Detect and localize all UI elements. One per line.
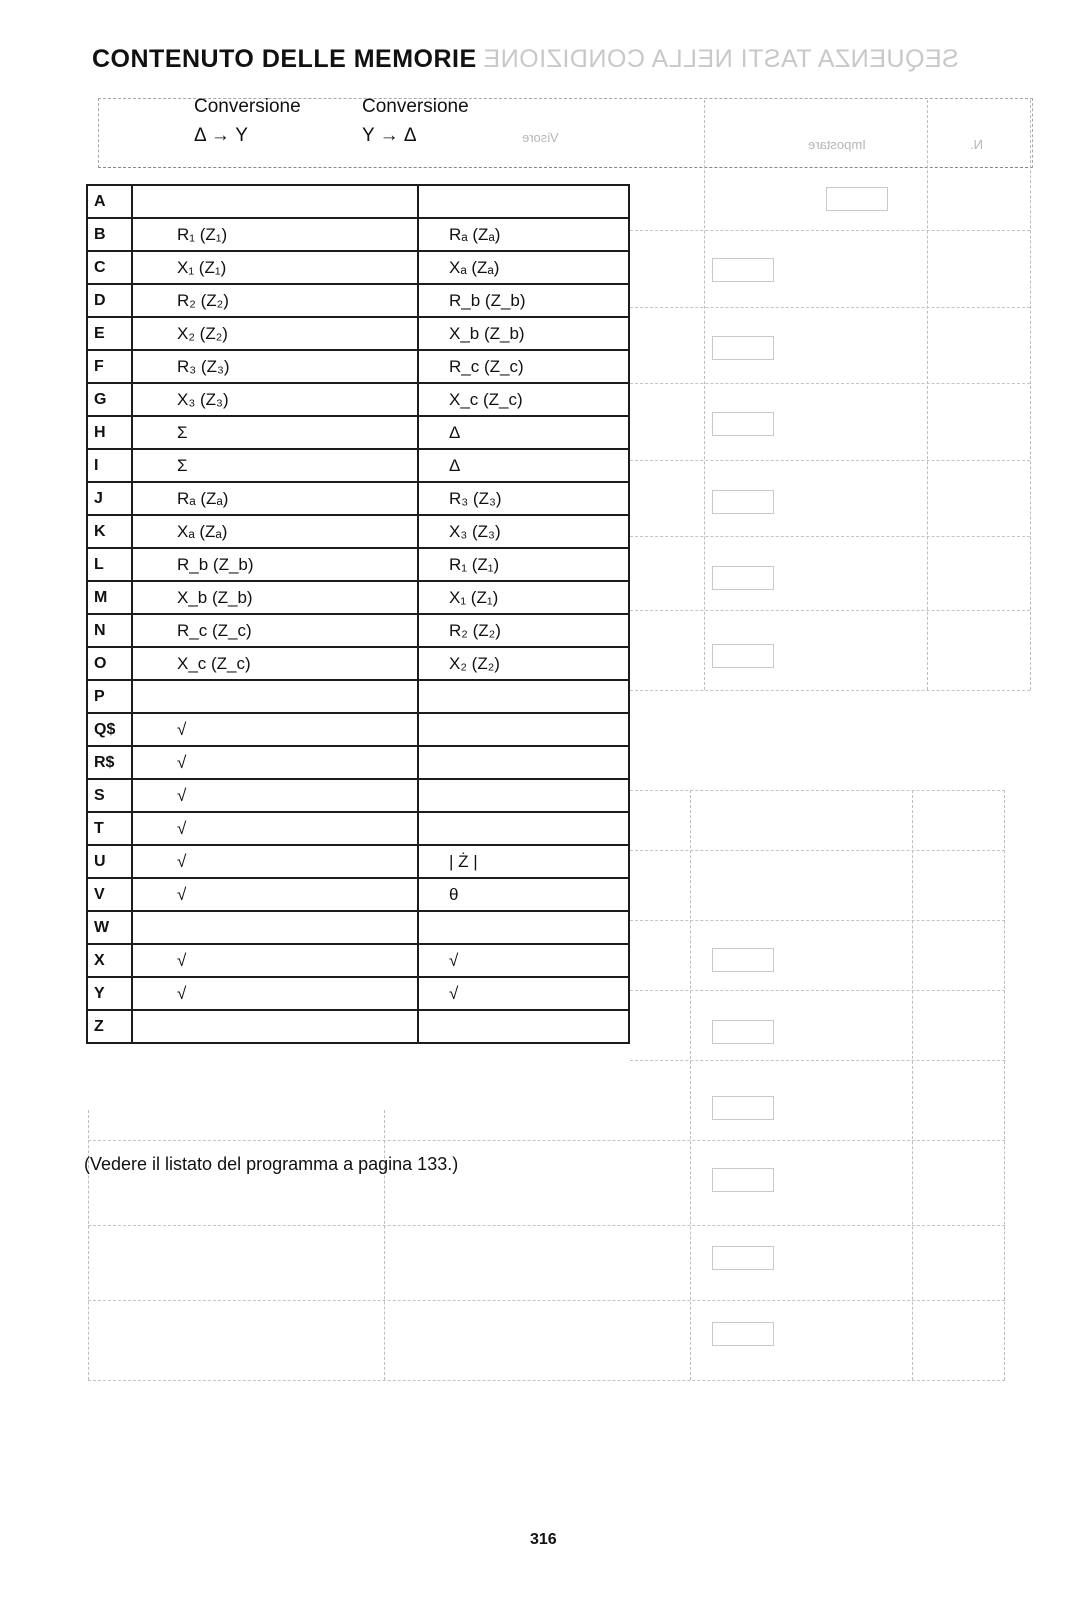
ghost-rule: [630, 1060, 1005, 1061]
table-row: [87, 845, 629, 878]
ghost-key-icon: [712, 258, 774, 282]
memory-table-body: [87, 185, 629, 1043]
table-row: [87, 482, 629, 515]
delta-to-y-value: [132, 680, 418, 713]
y-to-delta-value: [418, 779, 629, 812]
delta-to-y-value: R₂ (Z₂): [132, 284, 418, 317]
delta-to-y-value: √: [132, 944, 418, 977]
delta-to-y-value: R_b (Z_b): [132, 548, 418, 581]
ghost-rule: [630, 610, 1030, 611]
register-label: K: [87, 515, 132, 548]
y-to-delta-value: Xₐ (Zₐ): [418, 251, 629, 284]
delta-to-y-value: X_c (Z_c): [132, 647, 418, 680]
y-to-delta-value: [418, 1010, 629, 1043]
ghost-key-icon: [826, 187, 888, 211]
table-row: [87, 548, 629, 581]
ghost-visore-header: Visore: [522, 130, 559, 145]
ghost-key-icon: [712, 948, 774, 972]
y-to-delta-value: [418, 812, 629, 845]
title-text: CONTENUTO DELLE MEMORIE: [92, 45, 477, 73]
register-label: O: [87, 647, 132, 680]
delta-to-y-value: √: [132, 713, 418, 746]
col1-header-line1: Conversione: [194, 96, 301, 117]
ghost-key-icon: [712, 1246, 774, 1270]
delta-to-y-value: √: [132, 812, 418, 845]
y-to-delta-value: √: [418, 944, 629, 977]
ghost-key-icon: [712, 1020, 774, 1044]
delta-to-y-value: Xₐ (Zₐ): [132, 515, 418, 548]
table-row: [87, 218, 629, 251]
ghost-key-icon: [712, 644, 774, 668]
delta-to-y-value: [132, 185, 418, 218]
y-to-delta-value: X_b (Z_b): [418, 317, 629, 350]
table-row: [87, 911, 629, 944]
ghost-rule: [88, 1380, 1005, 1381]
ghost-rule: [88, 1110, 89, 1380]
ghost-rule: [630, 536, 1030, 537]
ghost-rule: [88, 1225, 1005, 1226]
y-to-delta-value: R_b (Z_b): [418, 284, 629, 317]
table-row: [87, 977, 629, 1010]
delta-to-y-value: Σ: [132, 416, 418, 449]
register-label: N: [87, 614, 132, 647]
table-row: [87, 284, 629, 317]
register-label: Y: [87, 977, 132, 1010]
y-to-delta-value: [418, 911, 629, 944]
delta-to-y-value: √: [132, 746, 418, 779]
ghost-rule: [630, 690, 1030, 691]
ghost-rule: [630, 790, 1005, 791]
y-to-delta-value: Rₐ (Zₐ): [418, 218, 629, 251]
ghost-rule: [704, 100, 705, 690]
register-label: Z: [87, 1010, 132, 1043]
delta-to-y-value: √: [132, 878, 418, 911]
ghost-key-icon: [712, 1322, 774, 1346]
ghost-rule: [630, 460, 1030, 461]
delta-to-y-value: [132, 911, 418, 944]
y-to-delta-value: X₁ (Z₁): [418, 581, 629, 614]
table-row: [87, 515, 629, 548]
y-to-delta-value: √: [418, 977, 629, 1010]
delta-to-y-value: X₁ (Z₁): [132, 251, 418, 284]
ghost-rule: [912, 790, 913, 1380]
register-label: T: [87, 812, 132, 845]
register-label: A: [87, 185, 132, 218]
ghost-key-icon: [712, 336, 774, 360]
page-title: [92, 45, 958, 74]
ghost-title-text: SEQUENZA TASTI NELLA CONDIZIONE: [482, 45, 959, 73]
delta-to-y-value: Rₐ (Zₐ): [132, 482, 418, 515]
delta-to-y-value: X_b (Z_b): [132, 581, 418, 614]
ghost-rule: [88, 1300, 1005, 1301]
y-to-delta-value: | Ż |: [418, 845, 629, 878]
table-row: [87, 317, 629, 350]
table-row: [87, 812, 629, 845]
ghost-rule: [630, 383, 1030, 384]
register-label: P: [87, 680, 132, 713]
ghost-rule: [1030, 100, 1031, 690]
table-row: [87, 680, 629, 713]
register-label: B: [87, 218, 132, 251]
page-number: 316: [530, 1531, 557, 1548]
ghost-n-header: N.: [970, 137, 983, 152]
register-label: E: [87, 317, 132, 350]
ghost-impostare-header: Impostare: [808, 137, 866, 152]
table-row: [87, 251, 629, 284]
table-row: [87, 416, 629, 449]
register-label: J: [87, 482, 132, 515]
delta-to-y-value: R₃ (Z₃): [132, 350, 418, 383]
register-label: F: [87, 350, 132, 383]
ghost-rule: [630, 230, 1030, 231]
ghost-rule: [630, 307, 1030, 308]
table-row: [87, 647, 629, 680]
y-to-delta-value: [418, 713, 629, 746]
register-label: G: [87, 383, 132, 416]
y-to-delta-value: [418, 185, 629, 218]
register-label: S: [87, 779, 132, 812]
register-label: L: [87, 548, 132, 581]
register-label: R$: [87, 746, 132, 779]
register-label: X: [87, 944, 132, 977]
col2-header-line1: Conversione: [362, 96, 469, 117]
delta-to-y-value: √: [132, 845, 418, 878]
ghost-key-icon: [712, 412, 774, 436]
register-label: M: [87, 581, 132, 614]
program-listing-note: (Vedere il listato del programma a pagina 133.): [84, 1154, 459, 1174]
register-label: D: [87, 284, 132, 317]
register-label: I: [87, 449, 132, 482]
table-row: [87, 350, 629, 383]
table-row: [87, 614, 629, 647]
ghost-key-icon: [712, 566, 774, 590]
ghost-rule: [690, 790, 691, 1380]
ghost-key-icon: [712, 490, 774, 514]
y-to-delta-value: [418, 680, 629, 713]
y-to-delta-value: Δ: [418, 449, 629, 482]
delta-to-y-value: √: [132, 779, 418, 812]
ghost-rule: [927, 100, 928, 690]
y-to-delta-value: Δ: [418, 416, 629, 449]
ghost-rule: [384, 1110, 385, 1380]
register-label: V: [87, 878, 132, 911]
table-row: [87, 185, 629, 218]
y-to-delta-value: X₃ (Z₃): [418, 515, 629, 548]
register-label: Q$: [87, 713, 132, 746]
delta-to-y-value: [132, 1010, 418, 1043]
table-row: [87, 779, 629, 812]
register-label: C: [87, 251, 132, 284]
y-to-delta-value: R_c (Z_c): [418, 350, 629, 383]
table-row: [87, 581, 629, 614]
register-label: U: [87, 845, 132, 878]
delta-to-y-value: Σ: [132, 449, 418, 482]
ghost-key-icon: [712, 1096, 774, 1120]
y-to-delta-value: X₂ (Z₂): [418, 647, 629, 680]
delta-to-y-value: √: [132, 977, 418, 1010]
register-label: H: [87, 416, 132, 449]
ghost-rule: [630, 850, 1005, 851]
y-to-delta-value: θ: [418, 878, 629, 911]
y-to-delta-value: R₂ (Z₂): [418, 614, 629, 647]
ghost-rule: [630, 990, 1005, 991]
table-row: [87, 449, 629, 482]
delta-to-y-value: R₁ (Z₁): [132, 218, 418, 251]
col2-header-line2: Y → Δ: [362, 125, 417, 146]
y-to-delta-value: X_c (Z_c): [418, 383, 629, 416]
col1-header-line2: Δ → Y: [194, 125, 248, 146]
table-row: [87, 878, 629, 911]
ghost-rule: [88, 1140, 1005, 1141]
delta-to-y-value: X₃ (Z₃): [132, 383, 418, 416]
delta-to-y-value: R_c (Z_c): [132, 614, 418, 647]
table-row: [87, 944, 629, 977]
memory-table: [86, 184, 630, 1044]
table-row: [87, 1010, 629, 1043]
y-to-delta-value: R₃ (Z₃): [418, 482, 629, 515]
delta-to-y-value: X₂ (Z₂): [132, 317, 418, 350]
ghost-rule: [1004, 790, 1005, 1380]
ghost-rule: [630, 920, 1005, 921]
register-label: W: [87, 911, 132, 944]
ghost-key-icon: [712, 1168, 774, 1192]
table-row: [87, 383, 629, 416]
table-row: [87, 746, 629, 779]
y-to-delta-value: [418, 746, 629, 779]
y-to-delta-value: R₁ (Z₁): [418, 548, 629, 581]
table-row: [87, 713, 629, 746]
